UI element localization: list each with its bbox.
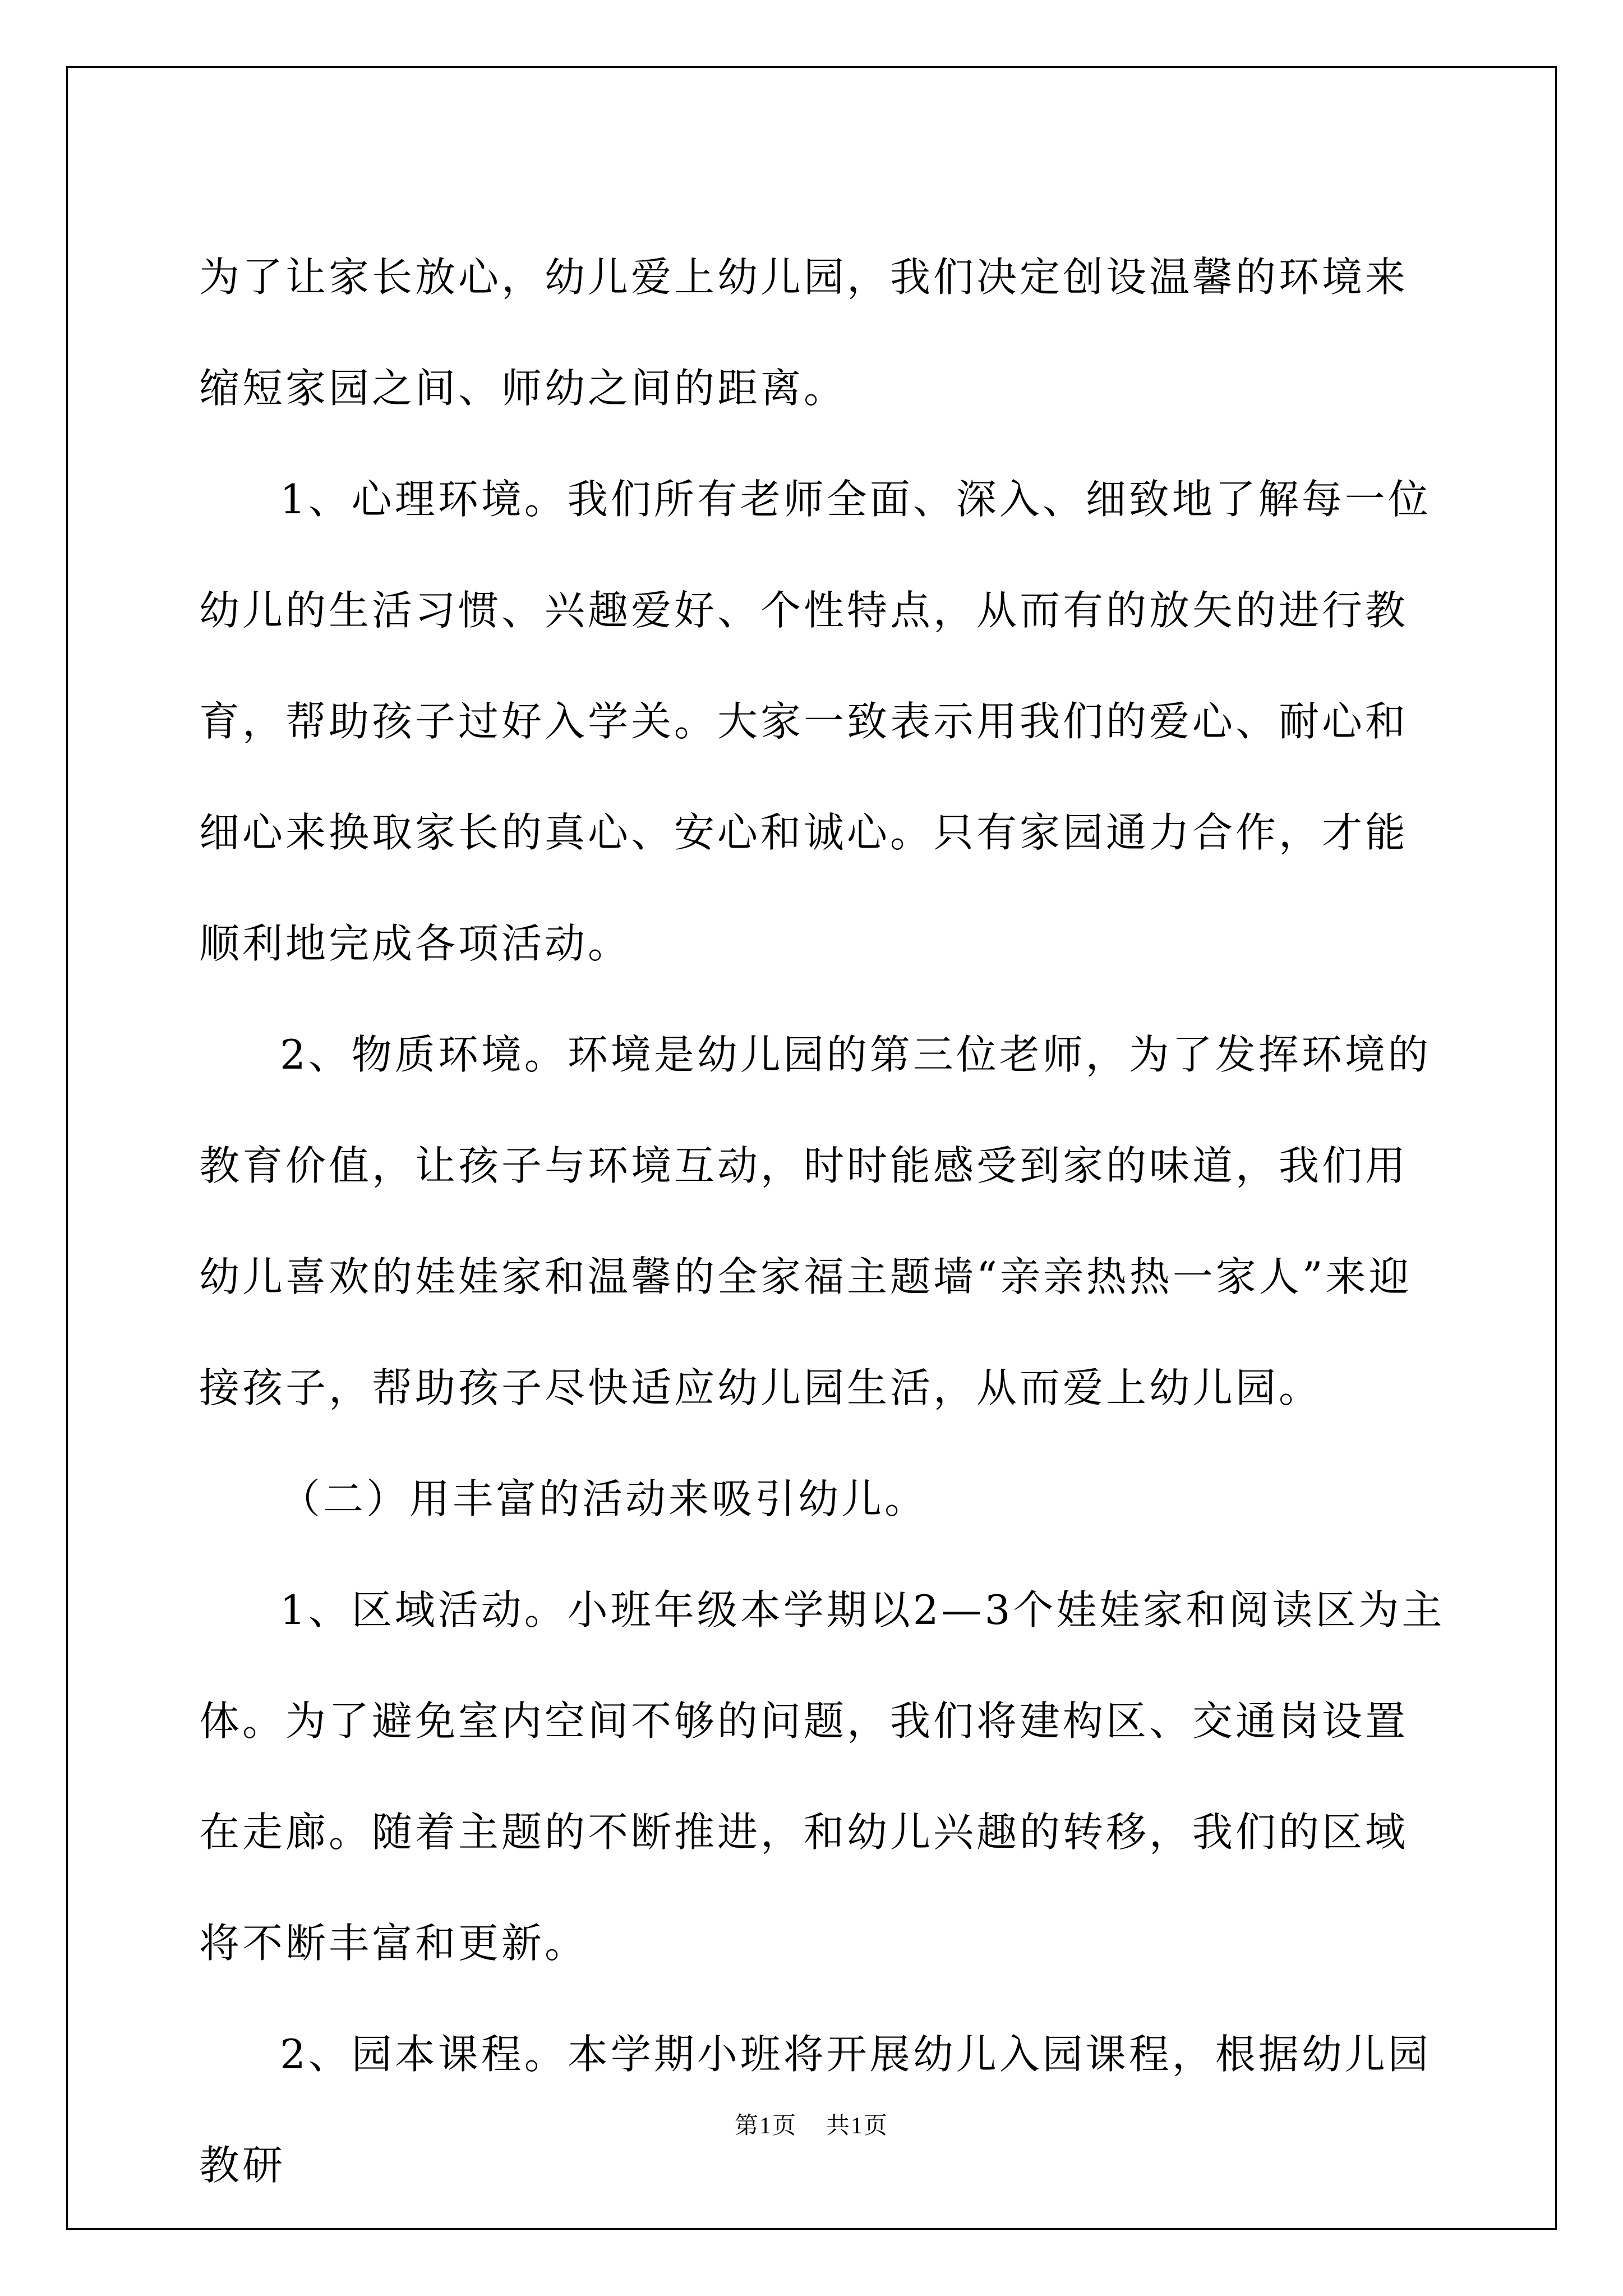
document-body — [199, 222, 1450, 2221]
paragraph: 2、园本课程。本学期小班将开展幼儿入园课程，根据幼儿园教研 — [199, 2031, 1431, 2189]
paragraph: （二）用丰富的活动来吸引幼儿。 — [280, 1475, 928, 1522]
page-number: 第1页 — [734, 2113, 797, 2139]
paragraph: 2、物质环境。环境是幼儿园的第三位老师，为了发挥环境的教育价值，让孩子与环境互动，时时能感受到家的味道，我们用幼儿喜欢的娃娃家和温馨的全家福主题墙“亲亲热热一家人”来迎接孩子，帮助孩子尽快适应幼儿园生活，从而爱上幼儿园。 — [199, 1031, 1431, 1411]
paragraph: 1、区域活动。小班年级本学期以2—3个娃娃家和阅读区为主体。为了避免室内空间不够的问题，我们将建构区、交通岗设置在走廊。随着主题的不断推进，和幼儿兴趣的转移，我们的区域将不断丰富和更新。 — [199, 1586, 1445, 1967]
paragraph: 1、心理环境。我们所有老师全面、深入、细致地了解每一位幼儿的生活习惯、兴趣爱好、个性特点，从而有的放矢的进行教育，帮助孩子过好入学关。大家一致表示用我们的爱心、耐心和细心来换取家长的真心、安心和诚心。只有家园通力合作，才能顺利地完成各项活动。 — [199, 476, 1431, 967]
paragraph: 为了让家长放心，幼儿爱上幼儿园，我们决定创设温馨的环境来缩短家园之间、师幼之间的距离。 — [199, 254, 1409, 412]
page-footer — [0, 2109, 1623, 2143]
page-total: 共1页 — [826, 2113, 889, 2139]
